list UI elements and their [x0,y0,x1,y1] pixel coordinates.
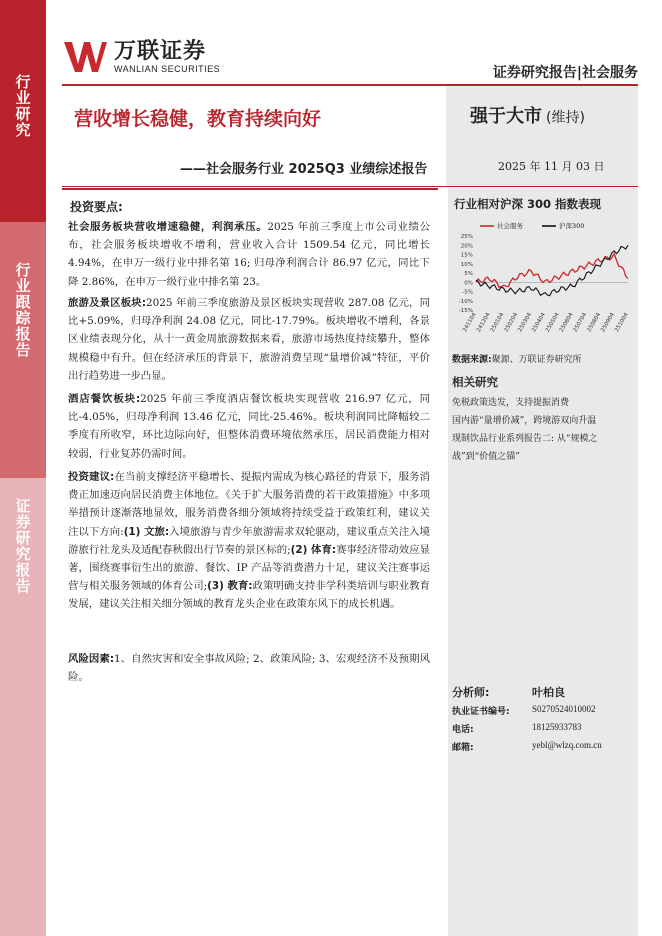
side-segment-top [0,0,46,222]
paragraph-body: 2025 年前三季度旅游及景区板块实现营收 287.08 亿元，同比+5.09%，归母净利润 24.08 亿元，同比-17.79%。板块增收不增利，各景区业绩表现分化，从十一黄金周旅游数据来看，旅游市场热度持续攀升，整体规模稳中有升。但在经济承压的背景下，旅游消费呈现“量增价减”特征，平价出行趋势进一步凸显。 [68,297,430,382]
side-label-bottom: 证券研究报告 [13,498,32,594]
advice-sports: (2) 体育: [290,543,337,556]
analyst-label: 分析师: [452,686,490,699]
x-tick-label: 250904 [600,312,616,334]
x-tick-label: 250304 [517,312,534,334]
x-tick-label: 250804 [586,312,603,334]
side-band [0,0,46,936]
x-tick-label: 250704 [572,312,589,334]
paragraph-body: 2025 年前三季度酒店餐饮板块实现营收 216.97 亿元，同比-4.05%，归母净利润 13.46 亿元，同比-25.46%。板块利润同比降幅较二季度有所收窄，环比边际向好，但整体消费环境依然承压，居民消费能力相对较弱，行业复苏仍需时间。 [68,393,430,460]
side-segment-bottom [0,478,46,936]
paragraph-body: 1、自然灾害和安全事故风险; 2、政策风险; 3、宏观经济不及预期风险。 [68,653,431,684]
cert-label: 执业证书编号: [452,707,510,717]
logo-text-en: WANLIAN SECURITIES [114,64,221,74]
summary-section [62,188,438,708]
legend-label: 沪深300 [559,222,585,230]
y-tick-label: -5% [462,289,473,296]
x-tick-label: 250604 [558,312,575,334]
paragraph-hotel [68,390,430,463]
paragraph-tourism [68,294,430,385]
side-label-top: 行业研究 [13,74,32,138]
source-label: 数据来源: [452,355,492,365]
performance-chart [452,218,634,346]
paragraph-risk [68,650,430,686]
analyst-name: 叶柏良 [532,686,565,699]
sidebar-panel [448,188,638,936]
x-tick-label: 241204 [475,312,492,334]
rating [470,102,585,128]
series-line-csi300 [476,245,628,295]
wanlian-logo-icon [62,40,108,74]
y-tick-label: -10% [458,298,473,305]
summary-top-border [62,188,438,190]
y-tick-label: 5% [464,271,473,277]
page-title: 营收增长稳健，教育持续向好 [74,108,322,130]
advice-education: (3) 教育: [207,580,253,593]
title-divider [62,186,638,187]
company-logo [62,40,220,74]
paragraph-body: 2025 年前三季度上市公司业绩公布，社会服务板块增收不增利，营业收入合计 1509.54 亿元，同比增长 4.94%，在申万一级行业中排名第 16; 归母净利润合计 86.97 亿元，同比下降 2.86%，在申万一级行业中排名第 23。 [68,221,431,288]
paragraph-lead: 风险因素: [68,653,114,665]
x-tick-label: 251004 [614,312,630,334]
paragraph-body: 赛事经济带动效应显著，围绕赛事衍生出的旅游、餐饮、IP 产品等消费潜力十足，建议关注赛事运营与相关服务领域的体育公司; [68,543,431,593]
paragraph-advice [68,468,430,614]
related-item[interactable]: 现制饮品行业系列报告二: 从“规模之战”到“价值之锚” [452,434,598,462]
cert-value: S0270524010002 [532,704,596,714]
legend-label: 社会服务 [497,222,523,230]
paragraph-lead: 酒店餐饮板块: [68,393,141,405]
source-text: 聚源、万联证券研究所 [491,355,582,365]
x-tick-label: 250104 [489,312,506,334]
chart-title: 行业相对沪深 300 指数表现 [454,197,602,211]
side-label-mid: 行业跟踪报告 [13,262,32,358]
x-tick-label: 250404 [531,312,547,334]
x-tick-label: 250504 [544,312,561,334]
page-subtitle: ——社会服务行业 2025Q3 业绩综述报告 [180,162,428,177]
rating-label: 强于大市 [470,106,542,127]
paragraph-body: 入境旅游与青少年旅游需求双轮驱动，建议重点关注入境游旅行社龙头及适配春秋假出行节奏的景区标的; [68,525,430,556]
y-tick-label: -15% [458,308,473,314]
report-type: 证券研究报告|社会服务 [492,65,638,81]
y-tick-label: 0% [464,280,473,287]
x-tick-label: 241104 [462,312,478,334]
chart-source [452,352,582,365]
related-item[interactable]: 国内游“量增价减”，跨境游双向升温 [452,416,597,426]
report-date: 2025 年 11 月 03 日 [498,160,605,173]
summary-heading: 投资要点: [70,200,123,214]
paragraph-body: 政策明确支持非学科类培训与职业教育发展，建议关注相关细分领域的教育龙头企业在政策东风下的成长机遇。 [68,580,431,611]
y-tick-label: 10% [460,261,473,268]
x-tick-label: 250204 [503,312,520,334]
paragraph-overview [68,218,430,291]
side-segment-mid [0,222,46,478]
phone-label: 电话: [452,725,474,735]
paragraph-lead: 旅游及景区板块: [68,297,146,309]
rating-keep: (维持) [546,110,585,126]
phone-value: 18125933783 [532,722,582,732]
y-tick-label: 15% [460,252,473,259]
related-item[interactable]: 免税政策迭发，支持提振消费 [452,398,570,408]
email-label: 邮箱: [452,743,474,753]
rating-box [446,86,638,186]
y-tick-label: 25% [460,234,473,240]
logo-text-cn: 万联证券 [114,39,207,64]
paragraph-lead: 投资建议: [68,471,115,483]
related-heading: 相关研究 [452,375,498,389]
advice-culture-tourism: (1) 文旅: [123,525,170,538]
paragraph-body: 在当前支撑经济平稳增长、提振内需成为核心路径的背景下，服务消费正加速迈向居民消费主体地位。《关于扩大服务消费的若干政策措施》中多项举措预计逐渐落地显效，服务消费各细分领域将持续受益于政策红利，建议关注以下方向: [68,471,431,538]
email-value[interactable]: yebl@wlzq.com.cn [532,740,602,750]
paragraph-lead: 社会服务板块营收增速稳健，利润承压。 [68,221,268,233]
y-tick-label: 20% [460,243,473,250]
